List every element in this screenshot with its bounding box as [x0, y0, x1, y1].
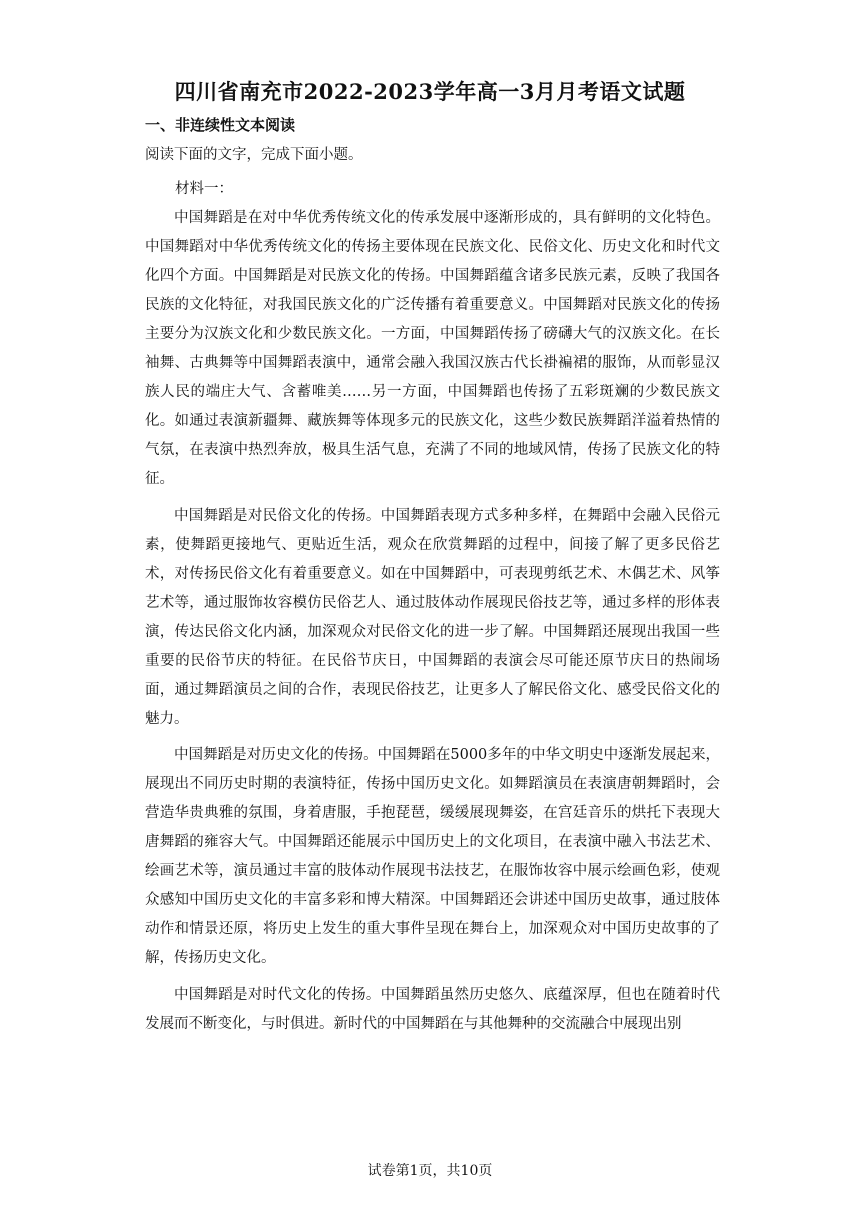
- paragraph: 中国舞蹈是对民俗文化的传扬。中国舞蹈表现方式多种多样，在舞蹈中会融入民俗元素，使舞蹈更接地气、更贴近生活，观众在欣赏舞蹈的过程中，间接了解了更多民俗艺术，对传扬民俗文化有着重要意义。如在中国舞蹈中，可表现剪纸艺术、木偶艺术、风筝艺术等，通过服饰妆容模仿民俗艺人、通过肢体动作展现民俗技艺等，通过多样的形体表演，传达民俗文化内涵，加深观众对民俗文化的进一步了解。中国舞蹈还展现出我国一些重要的民俗节庆的特征。在民俗节庆日，中国舞蹈的表演会尽可能还原节庆日的热闹场面，通过舞蹈演员之间的合作，表现民俗技艺，让更多人了解民俗文化、感受民俗文化的魅力。: [145, 507, 720, 727]
- article-body: [145, 204, 720, 1046]
- paragraph: 中国舞蹈是对历史文化的传扬。中国舞蹈在5000多年的中华文明史中逐渐发展起来，展现出不同历史时期的表演特征，传扬中国历史文化。如舞蹈演员在表演唐朝舞蹈时，会营造华贵典雅的氛围，身着唐服，手抱琵琶，缓缓展现舞姿，在宫廷音乐的烘托下表现大唐舞蹈的雍容大气。中国舞蹈还能展示中国历史上的文化项目，在表演中融入书法艺术、绘画艺术等，演员通过丰富的肢体动作展现书法技艺，在服饰妆容中展示绘画色彩，使观众感知中国历史文化的丰富多彩和博大精深。中国舞蹈还会讲述中国历史故事，通过肢体动作和情景还原，将历史上发生的重大事件呈现在舞台上，加深观众对中国历史故事的了解，传扬历史文化。: [145, 747, 720, 966]
- reading-instruction: 阅读下面的文字，完成下面小题。: [145, 147, 363, 163]
- material-label: 材料一：: [175, 181, 233, 197]
- paragraph: 中国舞蹈是在对中华优秀传统文化的传承发展中逐渐形成的，具有鲜明的文化特色。中国舞蹈对中华优秀传统文化的传扬主要体现在民族文化、民俗文化、历史文化和时代文化四个方面。中国舞蹈是对民族文化的传扬。中国舞蹈蕴含诸多民族元素，反映了我国各民族的文化特征，对我国民族文化的广泛传播有着重要意义。中国舞蹈对民族文化的传扬主要分为汉族文化和少数民族文化。一方面，中国舞蹈传扬了磅礴大气的汉族文化。在长袖舞、古典舞等中国舞蹈表演中，通常会融入我国汉族古代长褂褊裙的服饰，从而彰显汉族人民的端庄大气、含蓄唯美……另一方面，中国舞蹈也传扬了五彩斑斓的少数民族文化。如通过表演新疆舞、藏族舞等体现多元的民族文化，这些少数民族舞蹈洋溢着热情的气氛，在表演中热烈奔放，极具生活气息，充满了不同的地域风情，传扬了民族文化的特征。: [145, 210, 720, 487]
- paragraph: 中国舞蹈是对时代文化的传扬。中国舞蹈虽然历史悠久、底蕴深厚，但也在随着时代发展而不断变化，与时俱进。新时代的中国舞蹈在与其他舞种的交流融合中展现出别: [145, 986, 720, 1032]
- page-footer: 试卷第1页，共10页: [367, 1163, 493, 1179]
- section-heading: 一、非连续性文本阅读: [145, 116, 296, 134]
- document-title: 四川省南充市2022-2023学年高一3月月考语文试题: [174, 79, 686, 104]
